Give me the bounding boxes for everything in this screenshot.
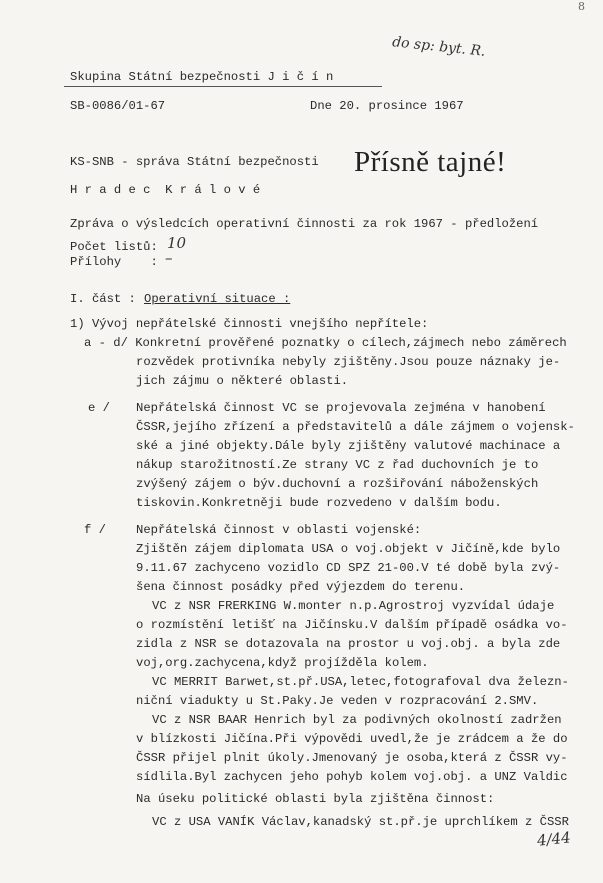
handwritten-top-note: do sp: byt. R. xyxy=(391,34,487,60)
body-line: 9.11.67 zachyceno vozidlo CD SPZ 21-00.V té době byla zvý- xyxy=(136,561,561,575)
body-line: rozvědek protivníka nebyly zjištěny.Jsou pouze náznaky je- xyxy=(136,355,561,369)
item-marker: f / xyxy=(84,523,106,537)
body-line: Na úseku politické oblasti byla zjištěna činnost: xyxy=(136,792,495,806)
body-line: tiskovin.Konkretněji bude rozvedeno v dalším bodu. xyxy=(136,496,502,510)
section-title: Operativní situace : xyxy=(144,292,291,306)
body-line: zvýšený zájem o býv.duchovní a rozšiřování náboženských xyxy=(136,477,539,491)
body-line: o rozmístění letišť na Jičínsku.V dalším případě osádka vo- xyxy=(136,618,568,632)
body-line: niční viadukty u St.Paky.Je veden v rozpracování 2.SMV. xyxy=(136,694,539,708)
body-line: jich zájmu o některé oblasti. xyxy=(136,374,349,388)
body-line: VC z USA VANÍK Václav,kanadský st.př.je uprchlíkem z ČSSR xyxy=(152,815,569,829)
header-rule xyxy=(64,86,382,87)
body-line: Nepřátelská činnost v oblasti vojenské: xyxy=(136,523,422,537)
recipient-city: H r a d e c K r á l o v é xyxy=(70,183,261,197)
attachments-label: Přílohy : xyxy=(70,255,158,269)
body-line: ské a jiné objekty.Dále byly zjištěny valutové machinace a xyxy=(136,439,561,453)
reference-number: SB-0086/01-67 xyxy=(70,99,166,113)
body-line: a - d/ Konkretní prověřené poznatky o cílech,zájmech nebo záměrech xyxy=(84,336,567,350)
issuing-unit: Skupina Státní bezpečnosti J i č í n xyxy=(70,70,334,84)
body-line: Nepřátelská činnost VC se projevovala zejména v hanobení xyxy=(136,401,546,415)
body-line: šena činnost posádky před výjezdem do terenu. xyxy=(136,580,466,594)
attachments-handwritten: – xyxy=(165,249,173,267)
corner-page-mark: 8 xyxy=(578,0,585,13)
body-line: sídlila.Byl zachycen jeho pohyb kolem voj.obj. a UNZ Valdic xyxy=(136,770,568,784)
handwritten-bottom-note: 4/44 xyxy=(536,828,572,850)
recipient: KS-SNB - správa Státní bezpečnosti xyxy=(70,155,319,169)
body-line: VC z NSR FRERKING W.monter n.p.Agrostroj vyzvídal údaje xyxy=(152,599,555,613)
body-line: ČSSR přijel plnit úkoly.Jmenovaný je osoba,která z ČSSR vy- xyxy=(136,751,568,765)
body-line: VC MERRIT Barwet,st.př.USA,letec,fotografoval dva železn- xyxy=(152,675,569,689)
body-line: v blízkosti Jičína.Při výpovědi uvedl,že je zrádcem a že do xyxy=(136,732,568,746)
body-line: 1) Vývoj nepřátelské činnosti vnejšího nepřítele: xyxy=(70,317,429,331)
document-date: Dne 20. prosince 1967 xyxy=(310,99,464,113)
subject-line: Zpráva o výsledcích operativní činnosti za rok 1967 - předložení xyxy=(70,217,539,231)
pages-label: Počet listů: xyxy=(70,240,158,254)
item-marker: e / xyxy=(88,401,110,415)
body-line: VC z NSR BAAR Henrich byl za podivných okolností zadržen xyxy=(152,713,562,727)
section-label: I. část : xyxy=(70,292,144,306)
body-line: Zjištěn zájem diplomata USA o voj.objekt v Jičíně,kde bylo xyxy=(136,542,561,556)
body-line: nákup starožitností.Ze strany VC z řad duchovních je to xyxy=(136,458,539,472)
pages-count-handwritten: 10 xyxy=(167,234,187,252)
body-line: zidla z NSR se dotazovala na prostor u voj.obj. a byla zde xyxy=(136,637,561,651)
body-line: ČSSR,jejího zřízení a představitelů a dále zájmem o vojensk- xyxy=(136,420,575,434)
body-line: voj,org.zachycena,když projížděla kolem. xyxy=(136,656,429,670)
classification-stamp: Přísně tajné! xyxy=(354,146,507,178)
